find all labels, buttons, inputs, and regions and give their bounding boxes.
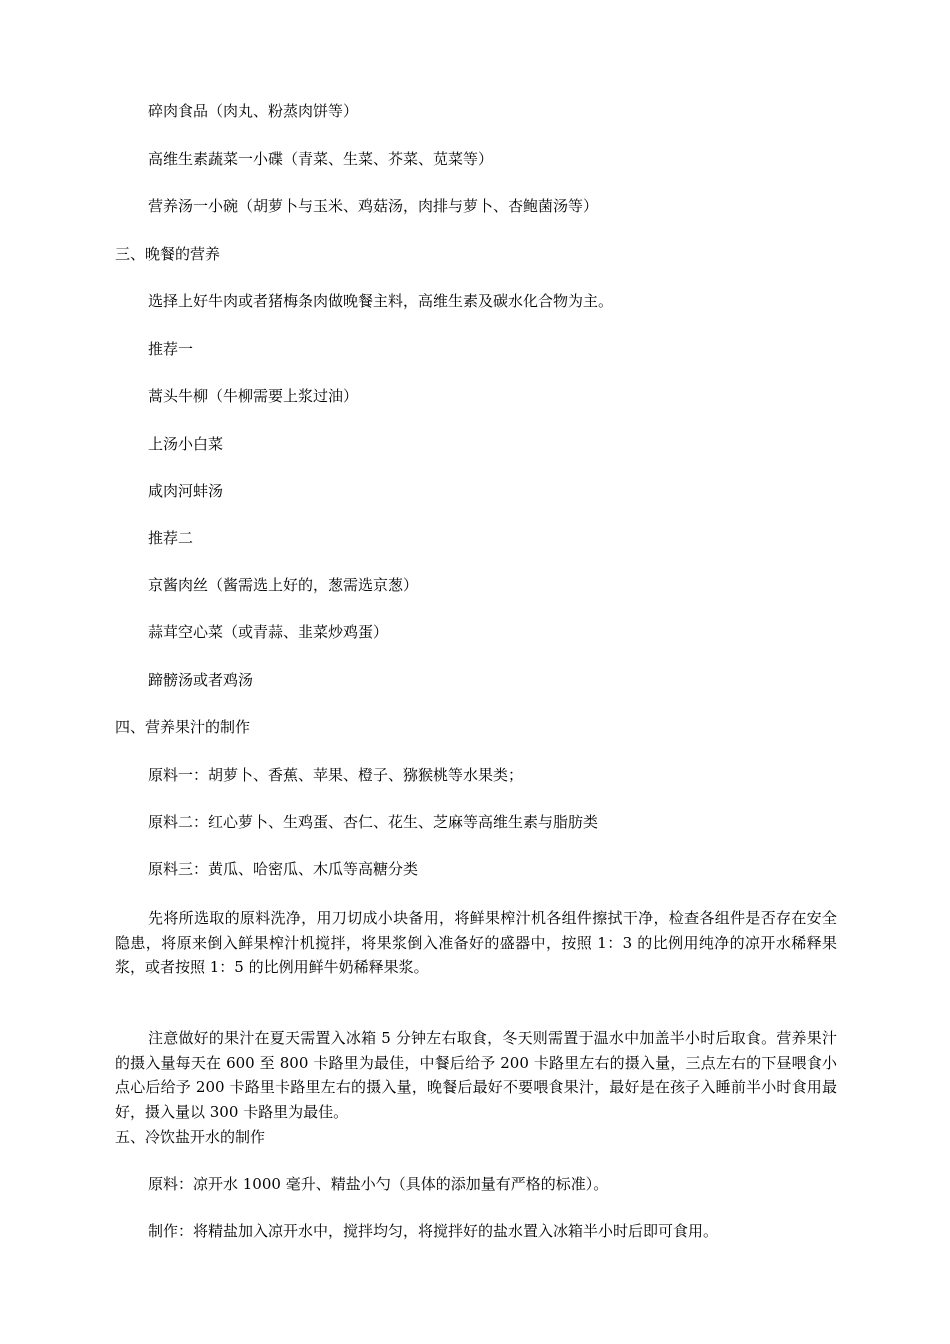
juice-method-paragraph: 先将所选取的原料洗净，用刀切成小块备用，将鲜果榨汁机各组件擦拭干净，检查各组件是否存在安全隐患，将原来倒入鲜果榨汁机搅拌，将果浆倒入准备好的盛器中，按照 1：3 的比例用纯净的凉开水稀释果浆，或者按照 1：5 的比例用鲜牛奶稀释果浆。 [115,909,837,976]
dinner-heading: 三、晚餐的营养 [115,245,221,263]
dinner-recommendation-1-title: 推荐一 [148,340,194,358]
lunch-item-minced-meat: 碎肉食品（肉丸、粉蒸肉饼等） [148,102,359,120]
dinner-rec1-item-cabbage: 上汤小白菜 [148,435,224,453]
lunch-item-vegetables: 高维生素蔬菜一小碟（青菜、生菜、芥菜、苋菜等） [148,150,494,168]
dinner-rec1-item-clam-soup: 咸肉河蚌汤 [148,482,224,500]
juice-heading: 四、营养果汁的制作 [115,718,251,736]
juice-material-1: 原料一：胡萝卜、香蕉、苹果、橙子、猕猴桃等水果类； [148,766,524,784]
dinner-intro: 选择上好牛肉或者猪梅条肉做晚餐主料，高维生素及碳水化合物为主。 [148,292,614,310]
dinner-rec1-item-beef: 蒿头牛柳（牛柳需要上浆过油） [148,387,359,405]
juice-notes-paragraph: 注意做好的果汁在夏天需置入冰箱 5 分钟左右取食，冬天则需置于温水中加盖半小时后取食。营养果汁的摄入量每天在 600 至 800 卡路里为最佳，中餐后给予 200 卡路里左右的摄入量，三点左右的下昼喂食小点心后给予 200 卡路里卡路里左右的摄入量，晚餐后最好不要喂食果汁，最好是在孩子入睡前半小时食用最好，摄入量以 300 卡路里为最佳。 [115,1029,837,1121]
dinner-rec2-item-pork: 京酱肉丝（酱需选上好的，葱需选京葱） [148,576,419,594]
salt-water-method: 制作：将精盐加入凉开水中，搅拌均匀，将搅拌好的盐水置入冰箱半小时后即可食用。 [148,1222,719,1240]
salt-water-material: 原料：凉开水 1000 毫升、精盐小勺（具体的添加量有严格的标准）。 [148,1175,609,1193]
dinner-rec2-item-greens: 蒜茸空心菜（或青蒜、韭菜炒鸡蛋） [148,623,389,641]
dinner-rec2-item-soup: 蹄髈汤或者鸡汤 [148,671,254,689]
lunch-item-soup: 营养汤一小碗（胡萝卜与玉米、鸡菇汤，肉排与萝卜、杏鲍菌汤等） [148,197,599,215]
dinner-recommendation-2-title: 推荐二 [148,529,194,547]
juice-material-2: 原料二：红心萝卜、生鸡蛋、杏仁、花生、芝麻等高维生素与脂肪类 [148,813,599,831]
juice-material-3: 原料三：黄瓜、哈密瓜、木瓜等高糖分类 [148,860,419,878]
salt-water-heading: 五、冷饮盐开水的制作 [115,1128,266,1146]
